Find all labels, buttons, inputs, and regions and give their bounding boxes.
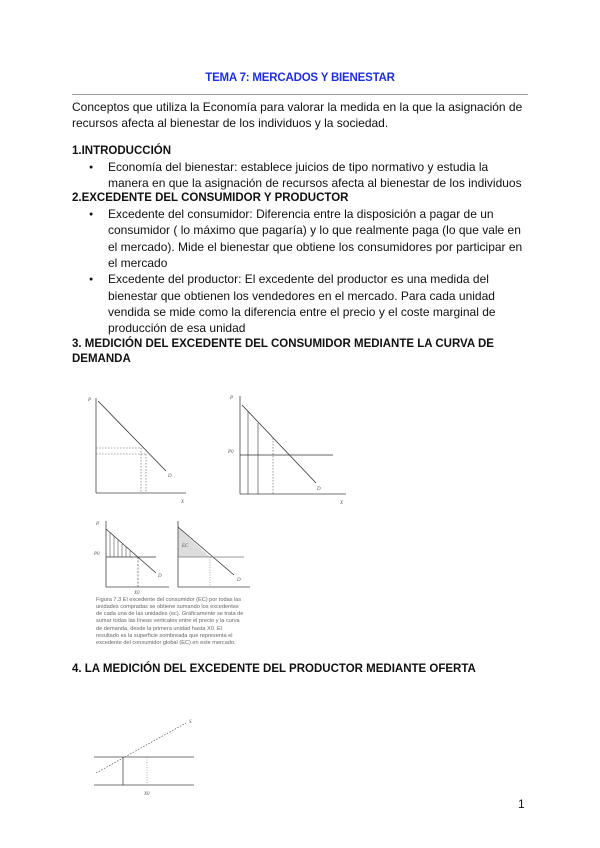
- price-label-p0: P0: [94, 551, 100, 557]
- document-body: [72, 70, 528, 807]
- page-number: 1: [518, 797, 525, 811]
- intro-paragraph: Conceptos que utiliza la Economía para valorar la medida en la que la asignación de recursos afecta al bienestar de los individuos y la sociedad.: [72, 100, 523, 131]
- figure-row-2: [72, 517, 528, 662]
- curve-label-d: D: [237, 577, 241, 583]
- axis-label-p: P: [88, 397, 92, 403]
- bullet-list-introduccion: [72, 159, 528, 192]
- supply-curve-figure: [86, 713, 216, 803]
- curve-label-d: D: [158, 573, 162, 579]
- figure-row-1: [72, 367, 528, 517]
- list-item: ● Excedente del consumidor: Diferencia entre la disposición a pagar de un consumidor ( lo máximo que pagaría) y lo que realmente paga (lo que vale en el mercado). Mide el bienestar que obtiene los consumidores por participar en el mercado: [72, 206, 528, 271]
- curve-label-d: D: [168, 473, 172, 479]
- title-divider: [72, 94, 528, 95]
- axis-label-x: X: [340, 500, 344, 506]
- axis-label-p: P: [96, 521, 100, 527]
- price-label-p0: P0: [228, 449, 234, 455]
- curve-label-s: S: [189, 719, 192, 725]
- heading-medicion-productor: 4. LA MEDICIÓN DEL EXCEDENTE DEL PRODUCTOR MEDIANTE OFERTA: [72, 662, 476, 675]
- axis-label-p: P: [230, 395, 234, 401]
- curve-label-d: D: [317, 486, 321, 492]
- consumer-surplus-figure: [94, 517, 254, 597]
- heading-medicion-consumidor: 3. MEDICIÓN DEL EXCEDENTE DEL CONSUMIDOR MEDIANTE LA CURVA DE DEMANDA: [72, 337, 494, 365]
- heading-excedente: 2.EXCEDENTE DEL CONSUMIDOR Y PRODUCTOR: [72, 192, 349, 205]
- figure-caption: Figura 7.3 El excedente del consumidor (EC) por todas las unidades compradas se obtiene sumando los excedentes de cada una de las unidades (ec). Gráficamente se trata de sumar todas las líneas verticales entre el precio y la curva de demanda, desde la primera unidad hasta X0. El resultado es la superficie sombreada que representa el excedente del consumidor global (EC) en este mercado.: [96, 596, 244, 647]
- quantity-label-x0: X0: [134, 590, 140, 596]
- bullet-list-excedente: [72, 206, 528, 336]
- ec-label: EC: [182, 543, 189, 549]
- figure-row-3: [72, 677, 528, 807]
- axis-label-x: X: [181, 499, 185, 505]
- demand-curve-figure-2: [228, 391, 350, 509]
- demand-curve-figure-1: [86, 393, 191, 508]
- list-item: ● Economía del bienestar: establece juicios de tipo normativo y estudia la manera en que la asignación de recursos afecta al bienestar de los individuos: [72, 159, 528, 192]
- document-title: TEMA 7: MERCADOS Y BIENESTAR: [205, 72, 395, 84]
- quantity-label-x0: X0: [144, 791, 150, 797]
- list-item: ● Excedente del productor: El excedente del productor es una medida del bienestar que obtienen los vendedores en el mercado. Para cada unidad vendida se mide como la diferencia entre el precio y el coste marginal de producción de esa unidad: [72, 271, 528, 336]
- heading-introduccion: 1.INTRODUCCIÓN: [72, 144, 172, 157]
